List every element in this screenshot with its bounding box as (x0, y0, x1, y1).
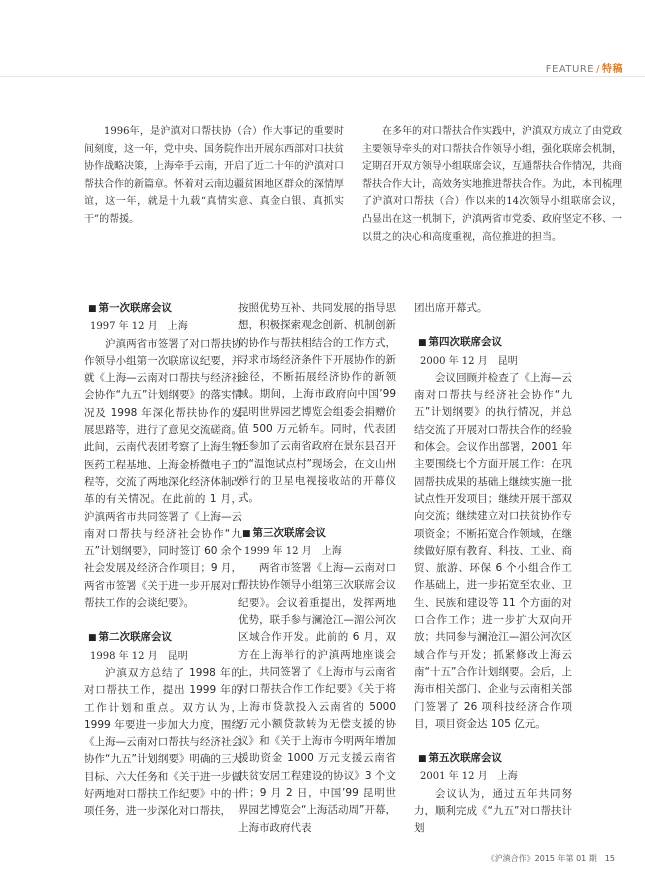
intro-paragraph-1: 1996年，是沪滇对口帮扶协（合）作大事记的重要时间刻度，这一年，党中央、国务院作出开展东西部对口扶贫协作战略决策，上海牵手云南，开启了近二十年的沪滇对口帮扶合作的新篇章。怀着对云南边疆贫困地区群众的深情厚谊，这一年，就是十九载“真情实意、真金白银、真抓实干”的帮援。 (84, 126, 344, 225)
meeting-date-location: 2000 年 12 月 昆明 (420, 355, 518, 367)
section-body: 沪滇两省市签署了对口帮扶协作领导小组第一次联席议纪要，并就《上海—云南对口帮扶与经济社会协作“九五”计划纲要》的落实情况及 1998 年深化帮扶协作的发展思路等，进行了意见交流磋商。此间，云南代表团考察了上海生物医药工程基地、上海金桥微电子工程等，交流了两地深化经济体制改革的有关情况。在此前的 1 月，沪滇两省市共同签署了《上海—云南对口帮扶与经济社会协作“九五”计划纲要》，同时签订 60 余个社会发展及经济合作项目；9 月，两省市签署《关于进一步开展对口帮扶工作的会谈纪要》。 (84, 337, 242, 610)
intro-paragraph-2: 在多年的对口帮扶合作实践中，沪滇双方成立了由党政主要领导牵头的对口帮扶合作领导小组，强化联席会机制，定期召开双方领导小组联席会议，互通帮扶合作情况，共商帮扶合作大计，高效务实地推进帮扶合作。为此，本刊梳理了沪滇对口帮扶（合）作以来的14次领导小组联席会议，凸显出在这一机制下，沪滇两省市党委、政府坚定不移、一以贯之的决心和高度重视，高位推进的担当。 (362, 126, 622, 243)
section-heading-text: 第一次联席会议 (98, 302, 173, 314)
section-heading (238, 525, 396, 543)
section-heading (414, 750, 572, 768)
article-column-2 (238, 300, 396, 837)
section-heading-text: 第二次联席会议 (98, 631, 173, 644)
intro-column-left (84, 123, 344, 229)
section-heading (84, 300, 242, 318)
section-separator: / (596, 64, 600, 75)
section-heading-text: 第三次联席会议 (252, 526, 327, 539)
section-body: 会议认为，通过五年共同努力，顺利完成《“九五”对口帮扶计划 (414, 787, 572, 835)
section-body: 两省市签署《上海—云南对口帮扶协作领导小组第三次联席会议纪要》。会议着重提出，发挥两地优势，联手参与澜沧江—湄公河次区域合作开发。此前的 6 月，双方在上海举行的沪滇两地座谈会上，共同签署了《上海市与云南省对口帮扶合作工作纪要》《关于将上海市贷款投入云南省的 5000 万元小额贷款转为无偿支援的协议》和《关于上海市今明两年增加援助资金 1000 万元支援云南省扶贫安居工程建设的协议》3 个文件；9 月 2 日，中国’99 昆明世界园艺博览会“上海活动周”开幕，上海市政府代表 (238, 562, 396, 834)
section-spacer (414, 733, 572, 750)
meeting-date-location: 1999 年 12 月 上海 (244, 545, 342, 557)
page-footer: 《沪滇合作》2015 年第 01 期 15 (486, 854, 615, 863)
section-body: 会议回顾并检查了《上海—云南对口帮扶与经济社会协作“九五”计划纲要》的执行情况，并总结交流了开展对口帮扶合作的经验和体会。会议作出部署，2001 年主要围绕七个方面开展工作：在巩固帮扶成果的基础上继续实施一批试点性开发项目；继续开展干部双向交流；继续建立对口扶贫协作专项资金；不断拓宽合作领域，在继续做好原有教育、科技、工业、商贸、旅游、环保 6 个小组合作工作基础上，进一步拓宽至农业、卫生、民族和建设等 11 个方面的对口合作工作；进一步扩大双向开放；共同参与澜沧江—湄公河次区域合作与开发；抓紧修改上海云南“十五”合作计划纲要。会后，上海市相关部门、企业与云南相关部门签署了 26 项科技经济合作项目，项目资金达 105 亿元。 (414, 371, 572, 730)
section-spacer (238, 508, 396, 525)
section-label: FEATURE (545, 64, 595, 75)
section-heading-text: 第四次联席会议 (428, 336, 503, 349)
section-body: 沪滇双方总结了 1998 年的对口帮扶工作，提出 1999 年的工作计划和重点。双方认为，1999 年要进一步加大力度，围绕《上海—云南对口帮扶与经济社会协作“九五”计划纲要》明确的三大目标、六大任务和《关于进一步做好两地对口帮扶工作纪要》中的十项任务，进一步深化对口帮扶， (84, 666, 242, 818)
intro-column-right (362, 123, 622, 246)
meeting-date-location: 1998 年 12 月 昆明 (90, 650, 188, 662)
continued-body: 按照优势互补、共同发展的指导思想，积极探索观念创新、机制创新的协作与帮扶相结合的工作方式，寻求市场经济条件下开展协作的新途径，不断拓展经济协作的新领域。期间，上海市政府向中国’99昆明世界园艺博览会组委会捐赠价值 500 万元轿车。同时，代表团还参加了云南省政府在景东县召开的“温饱试点村”现场会，在文山州举行的卫星电视接收站的开幕仪式。 (238, 302, 396, 505)
meeting-date-location: 1997 年 12 月 上海 (90, 321, 188, 333)
square-bullet-icon: ■ (88, 304, 97, 314)
square-bullet-icon: ■ (418, 754, 427, 765)
section-heading (84, 629, 242, 647)
meeting-date-location: 2001 年 12 月 上海 (420, 771, 518, 783)
header-divider (0, 76, 645, 77)
article-column-3 (414, 300, 572, 838)
square-bullet-icon: ■ (88, 633, 97, 644)
square-bullet-icon: ■ (242, 528, 251, 539)
section-tag: 特稿 (602, 64, 623, 75)
page-header (546, 60, 623, 75)
section-spacer (414, 317, 572, 334)
continued-body: 团出席开幕式。 (414, 302, 488, 314)
section-heading-text: 第五次联席会议 (428, 752, 503, 765)
section-spacer (84, 612, 242, 629)
section-heading (414, 334, 572, 352)
article-column-1 (84, 300, 242, 821)
square-bullet-icon: ■ (418, 338, 427, 349)
